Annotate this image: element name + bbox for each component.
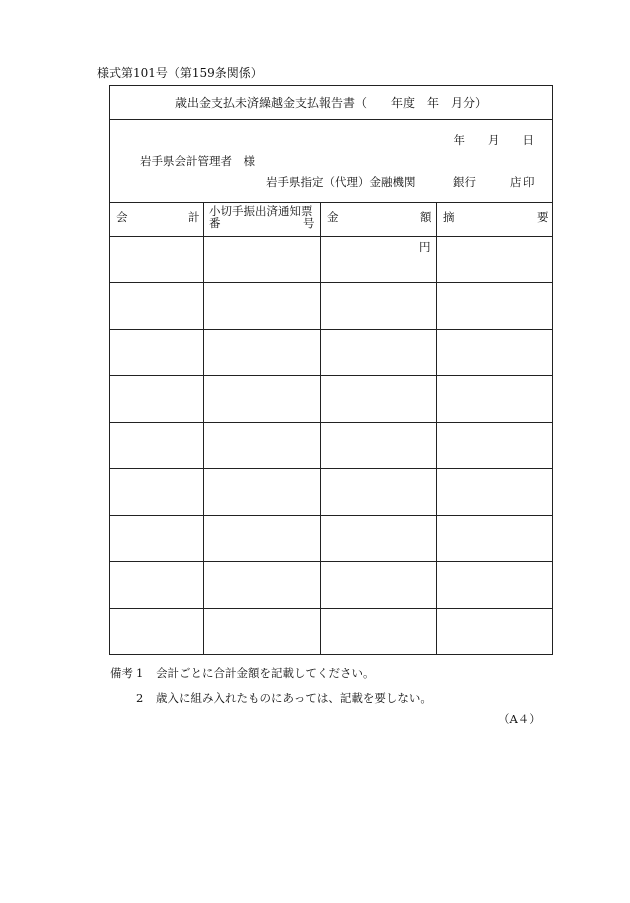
table-row-divider	[110, 375, 552, 376]
header-check-number-ban: 番	[209, 216, 221, 230]
form-title: 歳出金支払未済繰越金支払報告書（ 年度 年 月分）	[174, 96, 487, 110]
header-amount-right: 額	[420, 210, 432, 224]
header-account-right: 計	[188, 210, 200, 224]
table-row-divider	[110, 608, 552, 609]
title-divider	[110, 119, 552, 120]
column-divider	[436, 202, 437, 654]
addressee: 岩手県会計管理者 様	[140, 154, 255, 168]
table-row-divider	[110, 329, 552, 330]
table-row-divider	[110, 422, 552, 423]
header-divider	[110, 236, 552, 237]
header-check-number-go: 号	[303, 216, 315, 230]
table-row-divider	[110, 561, 552, 562]
table-row-divider	[110, 515, 552, 516]
report-form-frame	[109, 85, 553, 655]
date-line: 年 月 日	[453, 133, 534, 147]
sender-bank: 銀行	[453, 175, 476, 189]
note-text-1: 会計ごとに合計金額を記載してください。	[156, 666, 375, 680]
note-number-1: 1	[136, 666, 144, 680]
amount-unit: 円	[419, 240, 431, 254]
header-amount-left: 金	[327, 210, 339, 224]
form-number: 様式第101号（第159条関係）	[97, 66, 263, 80]
header-account-left: 会	[116, 210, 128, 224]
table-row-divider	[110, 468, 552, 469]
seal-mark: 印	[523, 175, 535, 189]
sender-branch: 店	[510, 175, 522, 189]
sender-institution: 岩手県指定（代理）金融機関	[266, 175, 416, 189]
header-check-number: 小切手振出済通知票	[209, 204, 313, 218]
info-divider	[110, 202, 552, 203]
note-text-2: 歳入に組み入れたものにあっては、記載を要しない。	[156, 691, 432, 705]
table-row-divider	[110, 282, 552, 283]
header-remarks-right: 要	[537, 210, 549, 224]
paper-size: （A４）	[498, 712, 541, 726]
notes-label: 備考	[110, 666, 133, 680]
column-divider	[203, 202, 204, 654]
note-number-2: 2	[136, 691, 144, 705]
header-remarks-left: 摘	[443, 210, 455, 224]
column-divider	[320, 202, 321, 654]
